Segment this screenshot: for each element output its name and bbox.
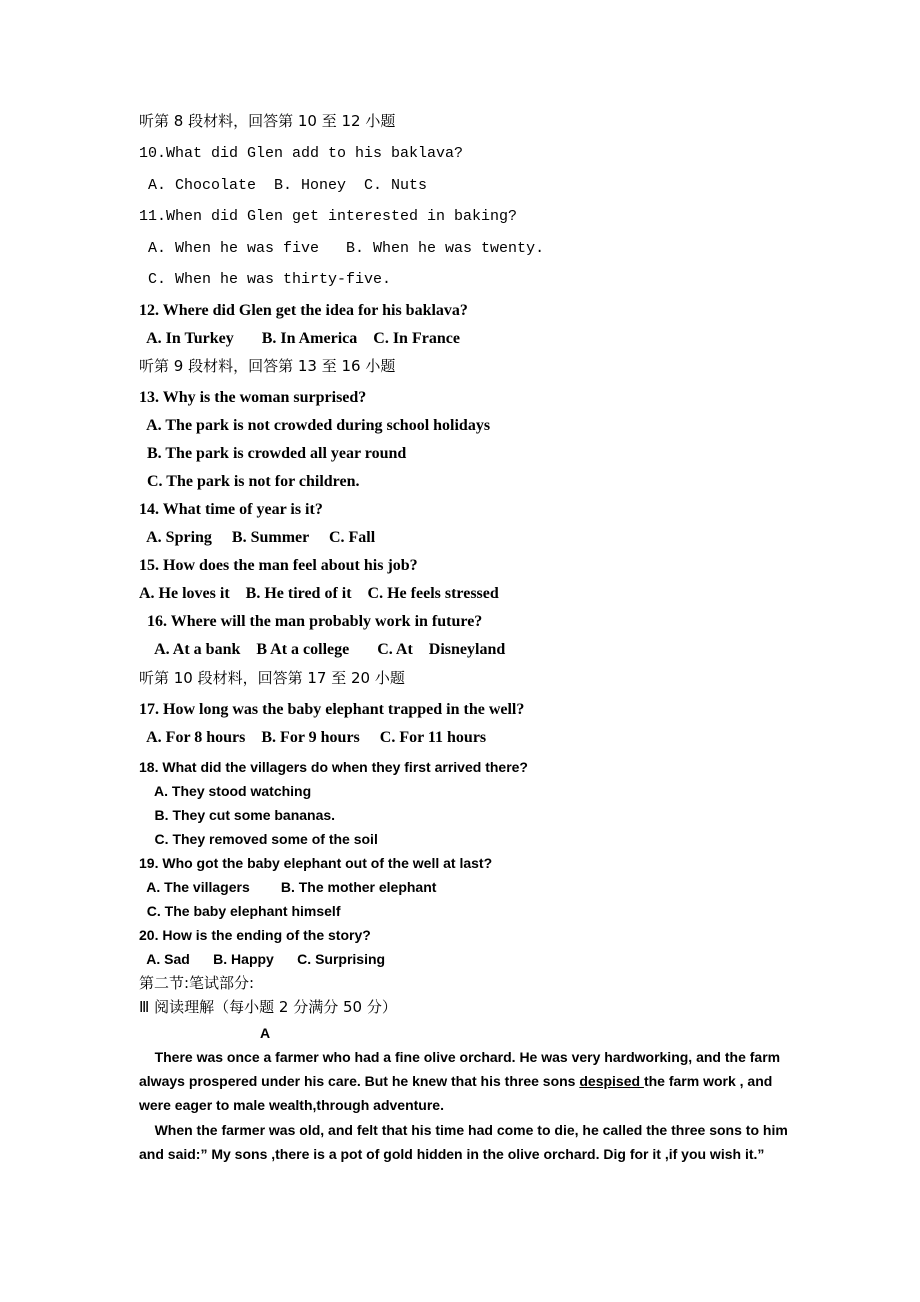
question-18: 18. What did the villagers do when they first arrived there? <box>139 759 528 775</box>
question-18-option-b: B. They cut some bananas. <box>139 807 336 823</box>
question-11-options-2: C. When he was thirty-five. <box>139 271 392 288</box>
question-15: 15. How does the man feel about his job? <box>139 557 418 574</box>
question-15-options: A. He loves it B. He tired of it C. He feels stressed <box>139 585 499 602</box>
reading-comprehension-heading: Ⅲ 阅读理解（每小题 2 分满分 50 分） <box>139 998 397 1016</box>
question-19-option-c: C. The baby elephant himself <box>139 903 341 919</box>
question-10-options: A. Chocolate B. Honey C. Nuts <box>139 177 428 194</box>
question-18-option-c: C. They removed some of the soil <box>139 831 378 847</box>
question-17: 17. How long was the baby elephant trapped in the well? <box>139 701 525 718</box>
underlined-word-despised: despised <box>579 1073 644 1089</box>
paragraph-2-text: When the farmer was old, and felt that his time had come to die, he called the three sons to him and said:” My sons ,there is a pot of gold hidden in the olive orchard. Dig for it ,if you wish it.” <box>139 1122 792 1162</box>
question-14-options: A. Spring B. Summer C. Fall <box>139 529 376 546</box>
question-13-option-a: A. The park is not crowded during school holidays <box>139 417 491 434</box>
paragraph-1-text-before: There was once a farmer who had a fine olive orchard. He was very hardworking, and the farm always prospered under his care. But he knew that his three sons <box>139 1049 784 1089</box>
question-12: 12. Where did Glen get the idea for his baklava? <box>139 302 468 319</box>
passage-paragraph-1 <box>139 1045 789 1117</box>
question-20-options: A. Sad B. Happy C. Surprising <box>139 951 386 967</box>
section-10-heading: 听第 10 段材料，回答第 17 至 20 小题 <box>139 669 405 687</box>
question-20: 20. How is the ending of the story? <box>139 927 371 943</box>
question-12-options: A. In Turkey B. In America C. In France <box>139 330 460 347</box>
question-10: 10.What did Glen add to his baklava? <box>139 145 464 162</box>
question-19: 19. Who got the baby elephant out of the well at last? <box>139 855 493 871</box>
part-2-heading: 第二节:笔试部分: <box>139 974 255 992</box>
question-16: 16. Where will the man probably work in future? <box>139 613 483 630</box>
question-19-options-ab: A. The villagers B. The mother elephant <box>139 879 437 895</box>
passage-label: A <box>260 1025 271 1041</box>
paragraph-1-text-after: the farm work , and were eager to male wealth,through adventure. <box>139 1073 773 1113</box>
passage-paragraph-2 <box>139 1118 792 1166</box>
question-11-options-1: A. When he was five B. When he was twenty. <box>139 240 545 257</box>
question-14: 14. What time of year is it? <box>139 501 323 518</box>
question-13: 13. Why is the woman surprised? <box>139 389 367 406</box>
question-16-options: A. At a bank B At a college C. At Disneyland <box>139 641 506 658</box>
question-13-option-c: C. The park is not for children. <box>139 473 360 490</box>
section-9-heading: 听第 9 段材料，回答第 13 至 16 小题 <box>139 357 396 375</box>
question-11: 11.When did Glen get interested in baking? <box>139 208 518 225</box>
question-17-options: A. For 8 hours B. For 9 hours C. For 11 hours <box>139 729 487 746</box>
section-8-heading: 听第 8 段材料，回答第 10 至 12 小题 <box>139 112 396 130</box>
question-18-option-a: A. They stood watching <box>139 783 312 799</box>
question-13-option-b: B. The park is crowded all year round <box>139 445 407 462</box>
